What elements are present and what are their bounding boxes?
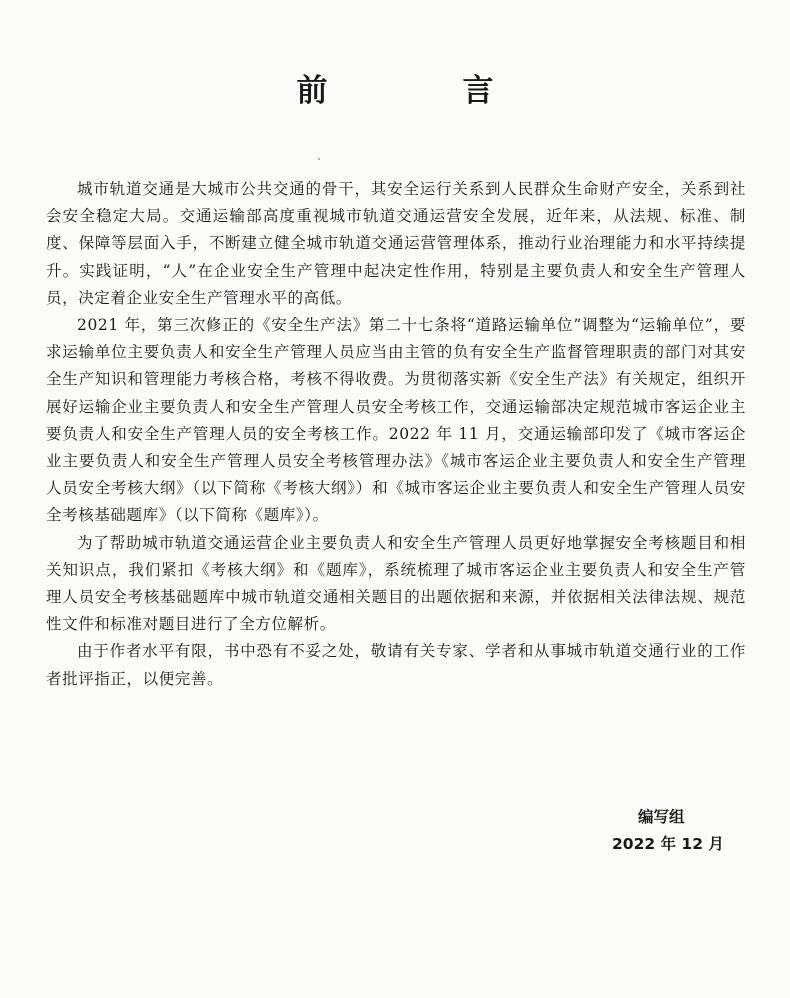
paragraph-3: 为了帮助城市轨道交通运营企业主要负责人和安全生产管理人员更好地掌握安全考核题目和相关知识点，我们紧扣《考核大纲》和《题库》，系统梳理了城市客运企业主要负责人和安全生产管理人员安全考核基础题库中城市轨道交通相关题目的出题依据和来源，并依据相关法律法规、规范性文件和标准对题目进行了全方位解析。	[46, 533, 746, 634]
preface-body	[46, 176, 746, 693]
paragraph-4: 由于作者水平有限，书中恐有不妥之处，敬请有关专家、学者和从事城市轨道交通行业的工作者批评指正，以便完善。	[46, 642, 746, 688]
paragraph-2: 2021 年，第三次修正的《安全生产法》第二十七条将“道路运输单位”调整为“运输单位”，要求运输单位主要负责人和安全生产管理人员应当由主管的负有安全生产监督管理职责的部门对其安全生产知识和管理能力考核合格，考核不得收费。为贯彻落实新《安全生产法》有关规定，组织开展好运输企业主要负责人和安全生产管理人员安全考核工作，交通运输部决定规范城市客运企业主要负责人和安全生产管理人员的安全考核工作。2022 年 11 月，交通运输部印发了《城市客运企业主要负责人和安全生产管理人员安全考核管理办法》《城市客运企业主要负责人和安全生产管理人员安全考核大纲》（以下简称《考核大纲》）和《城市客运企业主要负责人和安全生产管理人员安全考核基础题库》（以下简称《题库》）。	[46, 316, 746, 525]
signature-date: 2022 年 12 月	[612, 835, 724, 853]
page-speck	[318, 158, 320, 160]
paragraph-1: 城市轨道交通是大城市公共交通的骨干，其安全运行关系到人民群众生命财产安全，关系到社会安全稳定大局。交通运输部高度重视城市轨道交通运营安全发展，近年来，从法规、标准、制度、保障等层面入手，不断建立健全城市轨道交通运营管理体系，推动行业治理能力和水平持续提升。实践证明，“人”在企业安全生产管理中起决定性作用，特别是主要负责人和安全生产管理人员，决定着企业安全生产管理水平的高低。	[46, 180, 746, 307]
signature-org: 编写组	[638, 808, 685, 826]
page-title: 前 言	[296, 73, 546, 109]
